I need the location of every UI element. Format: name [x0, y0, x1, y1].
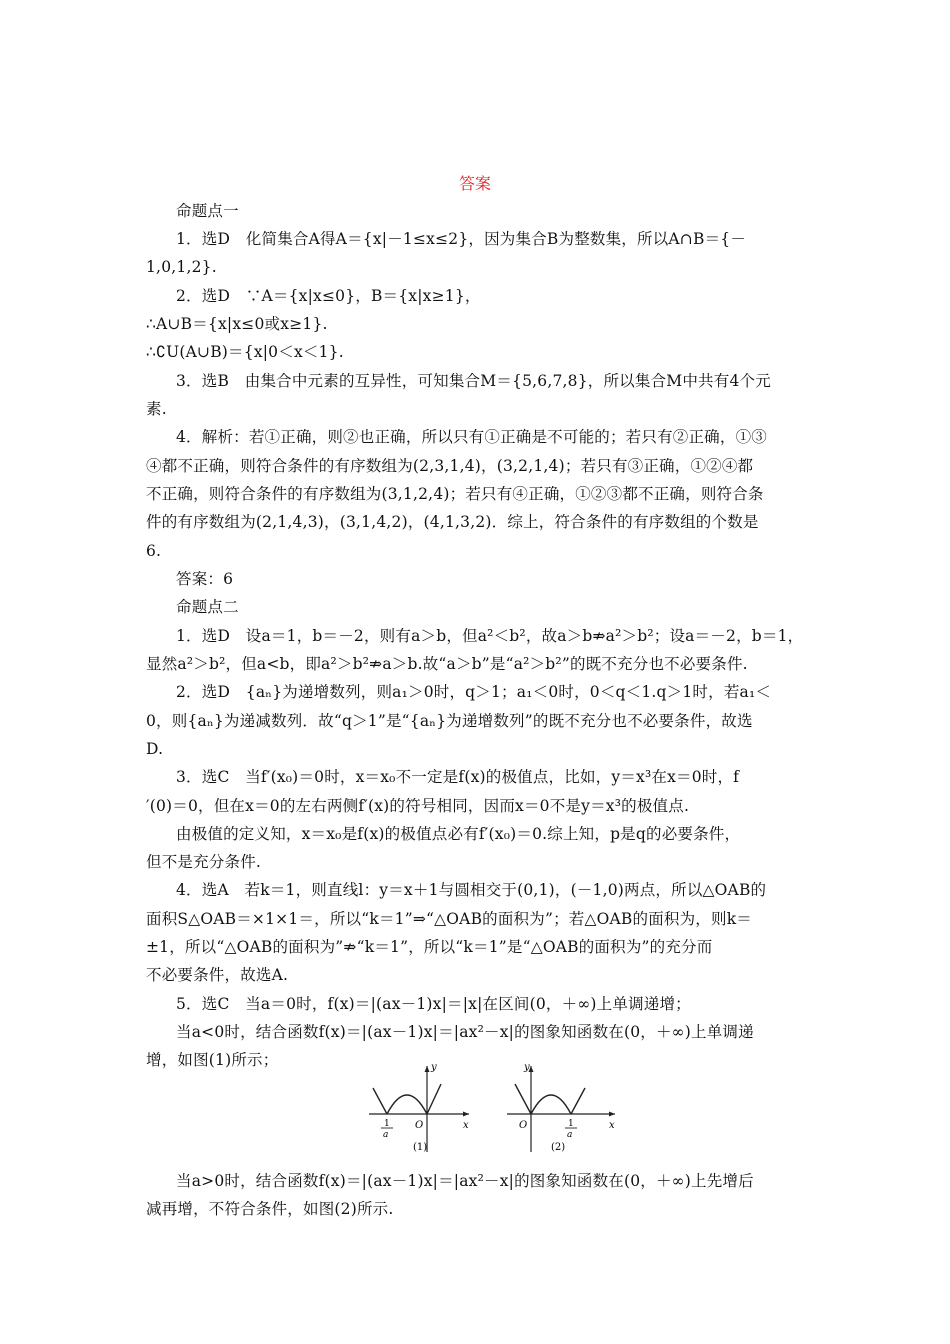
x-label-2: x [609, 1120, 615, 1131]
text-line: D. [146, 740, 164, 758]
x-axis-arrow-1 [463, 1112, 469, 1117]
frac-num-2: 1 [568, 1119, 574, 1129]
text-line: ′(0)＝0，但在x＝0的左右两侧f′(x)的符号相同，因而x＝0不是y＝x³的极值点. [146, 797, 690, 815]
y-label-1: y [431, 1062, 437, 1073]
curve-1-left [373, 1088, 387, 1114]
text-line: 0，则{aₙ}为递减数列．故“q＞1”是“{aₙ}为递增数列”的既不充分也不必要条件，故选 [146, 712, 753, 730]
text-line: 4．解析：若①正确，则②也正确，所以只有①正确是不可能的；若只有②正确，①③ [176, 428, 767, 446]
text-line: 当a<0时，结合函数f(x)＝|(ax－1)x|＝|ax²－x|的图象知函数在(0，＋∞)上单调递 [176, 1023, 754, 1041]
text-line: 素. [146, 400, 167, 418]
frac-den-2: a [567, 1130, 573, 1140]
text-line: ∴A∪B＝{x|x≤0或x≥1}. [146, 315, 328, 333]
curve-1-hump [387, 1095, 427, 1114]
frac-den-1: a [383, 1130, 389, 1140]
text-line: 4．选A 若k＝1，则直线l：y＝x＋1与圆相交于(0,1)，(－1,0)两点，所以△OAB的 [176, 881, 767, 899]
text-line: 2．选D {aₙ}为递增数列，则a₁＞0时，q＞1；a₁＜0时，0＜q＜1.q＞1时，若a₁＜ [176, 683, 772, 701]
text-line: ±1，所以“△OAB的面积为”⇏“k＝1”，所以“k＝1”是“△OAB的面积为”的充分而 [146, 938, 713, 956]
text-line: 不正确，则符合条件的有序数组为(3,1,2,4)；若只有④正确，①②③都不正确，则符合条 [146, 485, 764, 503]
frac-num-1: 1 [384, 1119, 390, 1129]
text-line: 但不是充分条件. [146, 853, 262, 871]
curve-2-hump [531, 1095, 571, 1114]
text-line: 5．选C 当a＝0时，f(x)＝|(ax－1)x|＝|x|在区间(0，＋∞)上单调递增； [176, 995, 691, 1013]
text-line: 减再增，不符合条件，如图(2)所示. [146, 1200, 394, 1218]
text-line: 件的有序数组为(2,1,4,3)，(3,1,4,2)，(4,1,3,2)．综上，符合条件的有序数组的个数是 [146, 513, 759, 531]
origin-label-1: O [415, 1120, 424, 1131]
section-heading-2: 命题点二 [176, 598, 239, 616]
y-axis-arrow-1 [425, 1066, 430, 1072]
curve-2-right [571, 1088, 585, 1114]
origin-label-2: O [519, 1120, 528, 1131]
x-label-1: x [463, 1120, 469, 1131]
section-heading-1: 命题点一 [176, 202, 239, 220]
graph-1 [369, 1062, 469, 1153]
text-line: ∴∁U(A∪B)＝{x|0＜x＜1}. [146, 343, 344, 361]
text-line: 6. [146, 542, 162, 560]
text-line: 由极值的定义知，x＝x₀是f(x)的极值点必有f′(x₀)＝0.综上知，p是q的必要条件， [176, 825, 741, 843]
text-line: 显然a²＞b²，但a<b，即a²＞b²⇏a＞b.故“a＞b”是“a²＞b²”的既不充分也不必要条件. [146, 655, 748, 673]
text-line: 面积S△OAB＝×1×1＝，所以“k＝1”⇒“△OAB的面积为”；若△OAB的面积为，则k＝ [146, 910, 752, 928]
fig-label-1: (1) [413, 1142, 428, 1153]
curve-2-left [515, 1084, 531, 1114]
text-line: 不必要条件，故选A. [146, 966, 289, 984]
text-line: 2．选D ∵A＝{x|x≤0}，B＝{x|x≥1}， [176, 287, 481, 305]
text-line: 增，如图(1)所示； [146, 1051, 279, 1069]
text-line: 1．选D 化简集合A得A＝{x|－1≤x≤2}，因为集合B为整数集，所以A∩B＝{－ [176, 230, 747, 248]
page-title: 答案 [458, 174, 491, 193]
fig-label-2: (2) [551, 1142, 566, 1153]
curve-1-right [427, 1084, 441, 1114]
graph-2 [507, 1062, 615, 1153]
text-line: 3．选B 由集合中元素的互异性，可知集合M＝{5,6,7,8}，所以集合M中共有4个元 [176, 372, 771, 390]
y-label-2: y [524, 1062, 530, 1073]
text-line: 1．选D 设a＝1，b＝－2，则有a＞b，但a²＜b²，故a＞b⇏a²＞b²；设a＝－2，b＝1， [176, 627, 804, 645]
text-line: 1,0,1,2}. [146, 258, 217, 276]
function-graphs-figure [365, 1062, 625, 1158]
text-line: 当a>0时，结合函数f(x)＝|(ax－1)x|＝|ax²－x|的图象知函数在(0，＋∞)上先增后 [176, 1172, 754, 1190]
text-line: 3．选C 当f′(x₀)＝0时，x＝x₀不一定是f(x)的极值点，比如，y＝x³在x＝0时，f [176, 768, 740, 786]
x-axis-arrow-2 [609, 1112, 615, 1117]
text-line: ④都不正确，则符合条件的有序数组为(2,3,1,4)，(3,2,1,4)；若只有③正确，①②④都 [146, 457, 754, 475]
function-graphs [365, 1062, 625, 1158]
answer-line: 答案：6 [176, 570, 234, 588]
